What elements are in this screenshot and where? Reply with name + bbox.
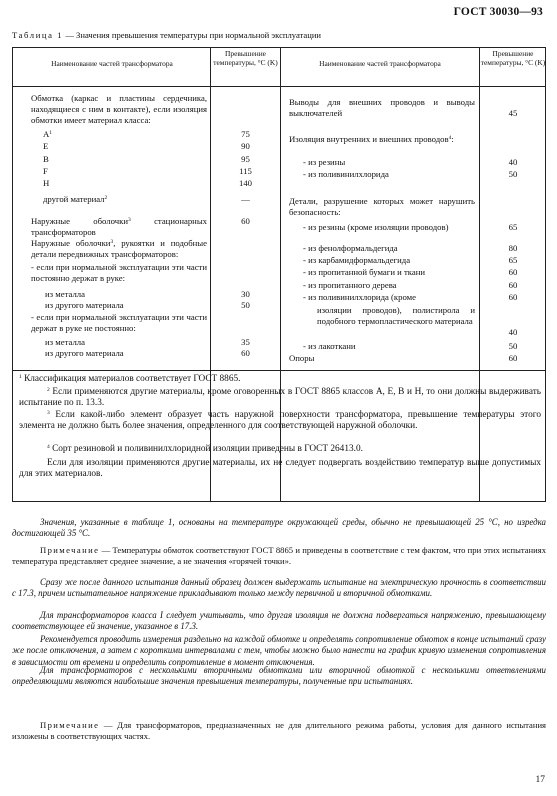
left-row-value: 95 (241, 154, 250, 164)
table-caption-text: — Значения превышения температуры при нормальной эксплуатации (65, 30, 322, 40)
right-row-text: - из пропитанного дерева (303, 280, 397, 290)
table-divider (280, 48, 281, 501)
left-row-label (43, 141, 48, 152)
footnote-ref: 4 (448, 135, 452, 141)
left-row-label (31, 262, 207, 284)
right-row-label (303, 267, 425, 278)
right-row-label (303, 157, 345, 168)
left-row-text: другой материал (43, 194, 105, 204)
right-row-text: - из поливинилхлорида (303, 169, 389, 179)
left-row-value: 30 (241, 289, 250, 299)
left-row-text: H (43, 178, 50, 188)
left-row-text-cont: , рукоятки и подобные детали передвижных трансформаторов: (31, 238, 207, 260)
table-footnote (19, 387, 541, 410)
left-row-text-cont: стационарных трансформаторов (31, 216, 207, 238)
left-row-value: 60 (241, 348, 250, 358)
right-row-value: 50 (508, 169, 518, 179)
footnote-ref: 1 (49, 130, 53, 136)
left-row-label (43, 154, 49, 165)
left-row-value: 35 (241, 337, 250, 347)
paragraph-text: Для трансформаторов класса I следует учитывать, что другая изоляция не должна подвергаться напряжению, превышающему соответствующее ей значение, указанное в 17.3. (12, 610, 546, 632)
right-row-label (289, 134, 475, 145)
footnote-mark: 4 (47, 444, 50, 450)
right-row-text: - из карбамидформальдегида (303, 255, 411, 265)
paragraph-text: Сразу же после данного испытания данный образец должен выдержать испытание на электрическую прочность в соответствии с 17.3, причем испытательное напряжение прикладывают только между первичной и вторичной обмотками. (12, 577, 546, 599)
footnote-text: Если какой-либо элемент образует часть наружной поверхности трансформатора, превышение температуры этого элемента не должно быть более значения, определенного для соответствующей наружной оболочки. (19, 410, 542, 432)
right-row-value: 50 (508, 341, 518, 351)
right-row-value: 65 (508, 255, 518, 265)
right-row-label (303, 243, 398, 254)
table-footnote-divider (13, 370, 545, 371)
left-row-label (43, 178, 49, 189)
left-row-text: из другого материала (45, 348, 124, 358)
right-row-text: изоляции проводов), полистирола и подобного термопластического материала (317, 305, 475, 327)
left-row-value: 50 (241, 300, 250, 310)
right-row-text: Выводы для внешних проводов и выводы выключателей (289, 97, 475, 119)
table-footnote (19, 374, 541, 385)
left-row-value: 75 (241, 129, 250, 139)
right-row-text: - из фенолформальдегида (303, 243, 398, 253)
left-row-text: E (43, 141, 49, 151)
note-paragraph (12, 720, 546, 743)
left-row-text: Наружные оболочки (31, 238, 111, 248)
paragraph-text: — Для трансформаторов, предназначенных не для длительного режима работы, условия для данного испытания изложены в соответствующих частях. (12, 720, 546, 742)
standard-code: ГОСТ 30030—93 (453, 6, 543, 18)
paragraph-text: — Температуры обмоток соответствуют ГОСТ 8865 и приведены в соответствие с тем фактом, что при этих испытаниях температура представляет среднее значение, а не значения «горячей точки». (12, 545, 546, 567)
right-row-text: Детали, разрушение которых может нарушить безопасность: (289, 196, 475, 218)
body-paragraph (12, 610, 546, 633)
left-row-label (31, 216, 207, 238)
right-row-value: 65 (508, 222, 518, 232)
right-row-text: Опоры (289, 353, 315, 363)
left-row-text: из другого материала (45, 300, 124, 310)
left-row-label (31, 312, 207, 334)
right-row-text: - из резины (303, 157, 346, 167)
left-row-text: из металла (45, 289, 85, 299)
table-header-divider (13, 86, 545, 87)
body-paragraph (12, 517, 546, 540)
right-row-text: - из поливинилхлорида (кроме (303, 292, 417, 302)
footnote-ref: 3 (127, 217, 131, 223)
paragraph-text: Для трансформаторов с несколькими вторичными обмотками или вторичной обмоткой с несколькими ответвлениями определяющими являются наибольшие значения превышения температуры, полученные при испытаниях. (12, 665, 546, 687)
left-row-label (45, 300, 124, 311)
right-row-label (317, 305, 475, 327)
right-row-label (303, 280, 397, 291)
footnote-text: Сорт резиновой и поливинилхлоридной изоляции приведены в ГОСТ 26413.0. (52, 444, 363, 454)
right-row-label (289, 196, 475, 218)
left-row-label (45, 348, 124, 359)
right-row-value: 40 (508, 327, 518, 337)
left-row-label (43, 129, 52, 140)
left-row-text: Обмотка (каркас и пластины сердечника, находящиеся с ним в контакте), если изоляция обмотки имеет материал класса: (31, 93, 207, 126)
temperature-rise-table (12, 47, 546, 502)
col-header-part-name-left: Наименование частей трансформатора (51, 59, 173, 68)
left-row-text: B (43, 154, 49, 164)
footnote-mark: 2 (47, 387, 50, 393)
right-row-text: - из пропитанной бумаги и ткани (303, 267, 426, 277)
left-row-label (45, 337, 85, 348)
left-row-label (43, 194, 107, 205)
col-header-temp-rise-left: Превышение температуры, °C (K) (213, 49, 278, 67)
right-row-value: 40 (508, 157, 518, 167)
left-row-text: Наружные оболочки (31, 216, 128, 226)
right-row-label (289, 353, 314, 364)
left-row-value: 90 (241, 141, 250, 151)
right-row-value: 60 (508, 292, 518, 302)
left-row-label (31, 93, 207, 127)
right-row-label (303, 222, 448, 233)
left-row-label (43, 166, 48, 177)
right-row-value: 60 (508, 280, 518, 290)
left-row-label (45, 289, 85, 300)
right-row-text: - из лакоткани (303, 341, 356, 351)
table-caption (12, 30, 321, 40)
footnote-text: Если для изоляции применяются другие материалы, их не следует подвергать воздействию температур выше допустимых для этих материалов. (19, 458, 541, 480)
right-row-value: 80 (508, 243, 518, 253)
left-row-text: F (43, 166, 48, 176)
note-label: Примечание (40, 545, 100, 555)
right-row-value: 45 (508, 108, 518, 118)
body-paragraph (12, 665, 546, 688)
right-row-label (303, 255, 410, 266)
right-row-value: 60 (508, 353, 518, 363)
footnote-text: Если применяются другие материалы, кроме оговоренных в ГОСТ 8865 классов А, E, В и Н, то они должны выдерживать испытание по п. 13.3. (19, 387, 542, 409)
right-row-text-cont: : (451, 134, 454, 144)
footnote-mark: 1 (19, 374, 22, 380)
table-divider (210, 48, 211, 501)
table-footnote (19, 444, 541, 455)
footnote-ref: 3 (110, 239, 114, 245)
left-row-value: — (241, 194, 250, 204)
footnote-ref: 2 (104, 195, 108, 201)
right-row-value: 60 (508, 267, 518, 277)
left-row-value: 115 (239, 166, 252, 176)
left-row-text: - если при нормальной эксплуатации эти части держат в руке не постоянно: (31, 312, 207, 334)
right-row-label (303, 341, 356, 352)
footnote-text: Классификация материалов соответствует ГОСТ 8865. (24, 374, 241, 384)
page-number: 17 (535, 775, 545, 785)
table-footnote (19, 410, 541, 433)
body-paragraph (12, 634, 546, 668)
left-row-text: - если при нормальной эксплуатации эти части постоянно держат в руке: (31, 262, 207, 284)
right-row-text: Изоляция внутренних и внешних проводов (289, 134, 449, 144)
left-row-value: 60 (241, 216, 250, 226)
paragraph-text: Рекомендуется проводить измерения раздельно на каждой обмотке и определять сопротивление обмоток в конце испытаний сразу же после отключения, а затем с короткими интервалами с тем, чтобы можно было нанести на график кривую изменения сопротивления в зависимости от времени и определить сопротивление в момент отключения. (12, 634, 546, 667)
right-row-label (303, 169, 389, 180)
left-row-label (31, 238, 207, 260)
table-footnote (19, 458, 541, 481)
left-row-text: A (43, 129, 50, 139)
paragraph-text: Значения, указанные в таблице 1, основаны на температуре окружающей среды, обычно не превышающей 25 °С, но изредка достигающей 35 °С. (12, 517, 546, 539)
note-paragraph (12, 545, 546, 568)
note-label: Примечание (40, 720, 100, 730)
left-row-text: из металла (45, 337, 85, 347)
col-header-temp-rise-right: Превышение температуры, °C (K) (480, 49, 546, 67)
right-row-label (303, 292, 416, 303)
left-row-value: 140 (238, 178, 253, 188)
right-row-text: - из резины (кроме изоляции проводов) (303, 222, 449, 232)
body-paragraph (12, 577, 546, 600)
footnote-mark: 3 (47, 410, 50, 416)
table-caption-label: Таблица 1 (12, 30, 64, 40)
right-row-label (289, 97, 475, 119)
col-header-part-name-right: Наименование частей трансформатора (319, 59, 441, 68)
